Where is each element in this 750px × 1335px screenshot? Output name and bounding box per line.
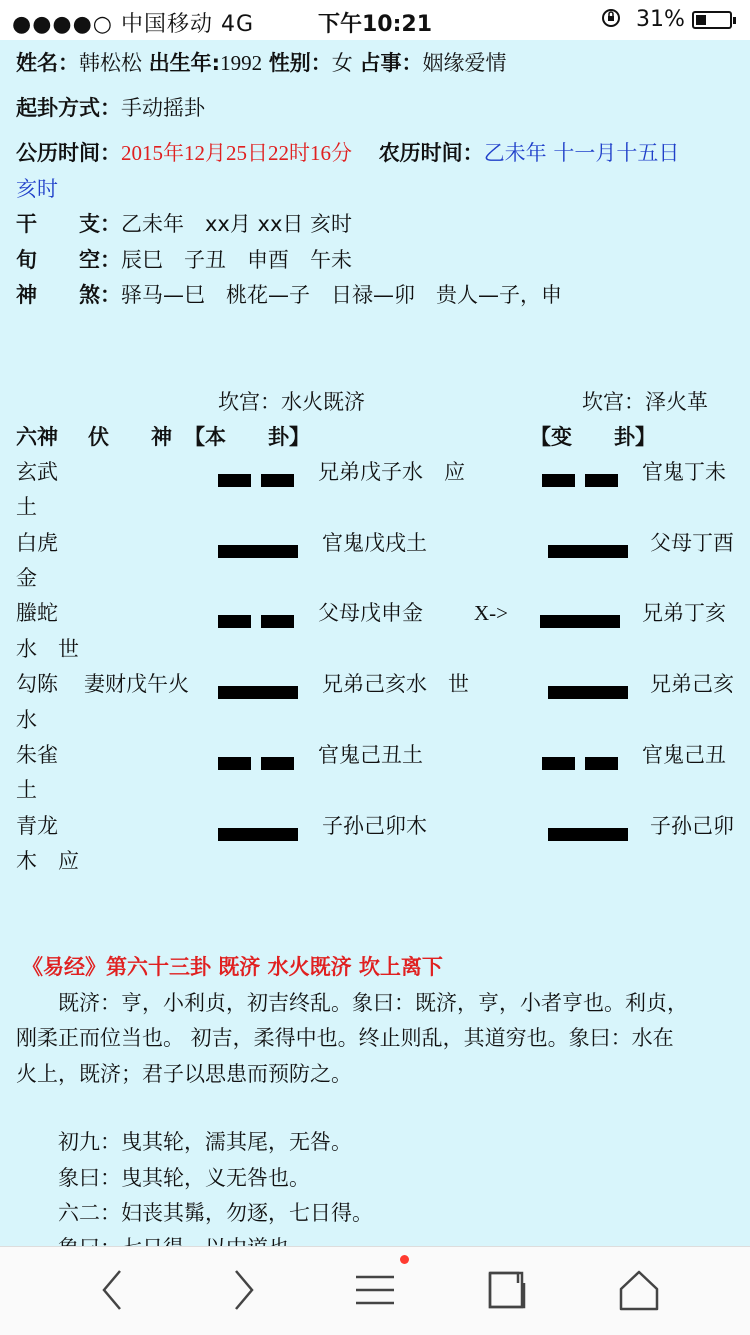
yang-line (218, 686, 298, 699)
yang-line (548, 828, 628, 841)
col-ben: 【本 卦】 (184, 425, 310, 449)
text-line: 六二：妇丧其髴，勿逐，七日得。 (16, 1201, 373, 1225)
row-bian-cont: 土 (16, 495, 37, 519)
row-ben: 官鬼己丑土 (318, 743, 423, 767)
col-bian: 【变 卦】 (530, 425, 656, 449)
xunkong-line: 旬 空：辰巳 子丑 申酉 午未 (16, 248, 352, 272)
col-fushen: 伏 神 (88, 425, 172, 449)
yin-line (218, 474, 294, 487)
ganzhi-line: 干 支：乙未年 xx月 xx日 亥时 (16, 212, 353, 236)
profile-line: 姓名：韩松松 出生年:1992 性别：女 占事：姻缘爱情 (16, 51, 507, 75)
row-bian: 兄弟丁亥 (642, 601, 726, 625)
row-bian: 父母丁酉 (650, 531, 734, 555)
row-god: 勾陈 (16, 672, 58, 696)
yang-line (218, 545, 298, 558)
row-bian-cont: 金 (16, 566, 37, 590)
text-line: 火上，既济；君子以思患而预防之。 (16, 1062, 352, 1086)
lunar-hour: 亥时 (16, 177, 58, 201)
bian-palace: 坎宫：泽火革 (582, 390, 708, 414)
ben-palace: 坎宫：水火既济 (218, 390, 365, 414)
row-god: 螣蛇 (16, 601, 58, 625)
battery-percent: 31% (636, 7, 685, 32)
row-ben: 兄弟戊子水 应 (318, 460, 465, 484)
home-icon (614, 1267, 664, 1313)
row-bian: 官鬼丁未 (642, 460, 726, 484)
tabs-button[interactable] (482, 1267, 532, 1313)
forward-button[interactable] (218, 1267, 268, 1313)
yin-line (542, 474, 618, 487)
text-line: 既济：亨，小利贞，初吉终乱。象曰：既济，亨，小者亨也。利贞， (16, 991, 688, 1015)
chevron-right-icon (218, 1267, 268, 1313)
menu-button[interactable] (350, 1267, 400, 1313)
row-bian: 兄弟己亥 (650, 672, 734, 696)
row-bian-cont: 土 (16, 778, 37, 802)
tabs-icon (482, 1267, 532, 1313)
yang-line (540, 615, 620, 628)
page-content (0, 40, 750, 1246)
row-bian: 官鬼己丑 (642, 743, 726, 767)
orientation-lock-icon (600, 7, 622, 35)
chevron-left-icon (88, 1267, 138, 1313)
moving-mark: X-> (474, 601, 509, 625)
battery-icon (692, 11, 732, 29)
yang-line (548, 545, 628, 558)
menu-icon (350, 1267, 400, 1313)
clock: 下午10:21 (317, 12, 433, 37)
yin-line (542, 757, 618, 770)
row-bian-cont: 水 (16, 708, 37, 732)
row-god: 玄武 (16, 460, 58, 484)
browser-toolbar (0, 1246, 750, 1335)
yin-line (218, 615, 294, 628)
row-ben: 父母戊申金 (318, 601, 423, 625)
text-line: 刚柔正而位当也。 初吉，柔得中也。终止则乱，其道穷也。象曰：水在 (16, 1026, 674, 1050)
row-ben: 官鬼戊戌土 (322, 531, 427, 555)
row-god: 青龙 (16, 814, 58, 838)
row-fushen: 妻财戊午火 (84, 672, 189, 696)
yin-line (218, 757, 294, 770)
status-bar (0, 0, 750, 40)
row-god: 朱雀 (16, 743, 58, 767)
row-bian: 子孙己卯 (650, 814, 734, 838)
row-bian-cont: 水 世 (16, 637, 79, 661)
method-line: 起卦方式：手动摇卦 (16, 96, 205, 120)
text-line: 象曰：曳其轮，义无咎也。 (16, 1166, 310, 1190)
hexagram-title: 《易经》第六十三卦 既济 水火既济 坎上离下 (22, 955, 443, 979)
text-line: 初九：曳其轮，濡其尾，无咎。 (16, 1130, 352, 1154)
signal-strength: ●●●●○ 中国移动 4G (12, 12, 255, 37)
row-ben: 兄弟己亥水 世 (322, 672, 469, 696)
row-ben: 子孙己卯木 (322, 814, 427, 838)
date-line: 公历时间：2015年12月25日22时16分 农历时间：乙未年 十一月十五日 (16, 141, 680, 165)
yang-line (218, 828, 298, 841)
row-god: 白虎 (16, 531, 58, 555)
home-button[interactable] (614, 1267, 664, 1313)
back-button[interactable] (88, 1267, 138, 1313)
notification-dot (400, 1255, 409, 1264)
col-liushen: 六神 (16, 425, 58, 449)
shensha-line: 神 煞：驿马—巳 桃花—子 日禄—卯 贵人—子，申 (16, 283, 562, 307)
row-bian-cont: 木 应 (16, 849, 79, 873)
yang-line (548, 686, 628, 699)
